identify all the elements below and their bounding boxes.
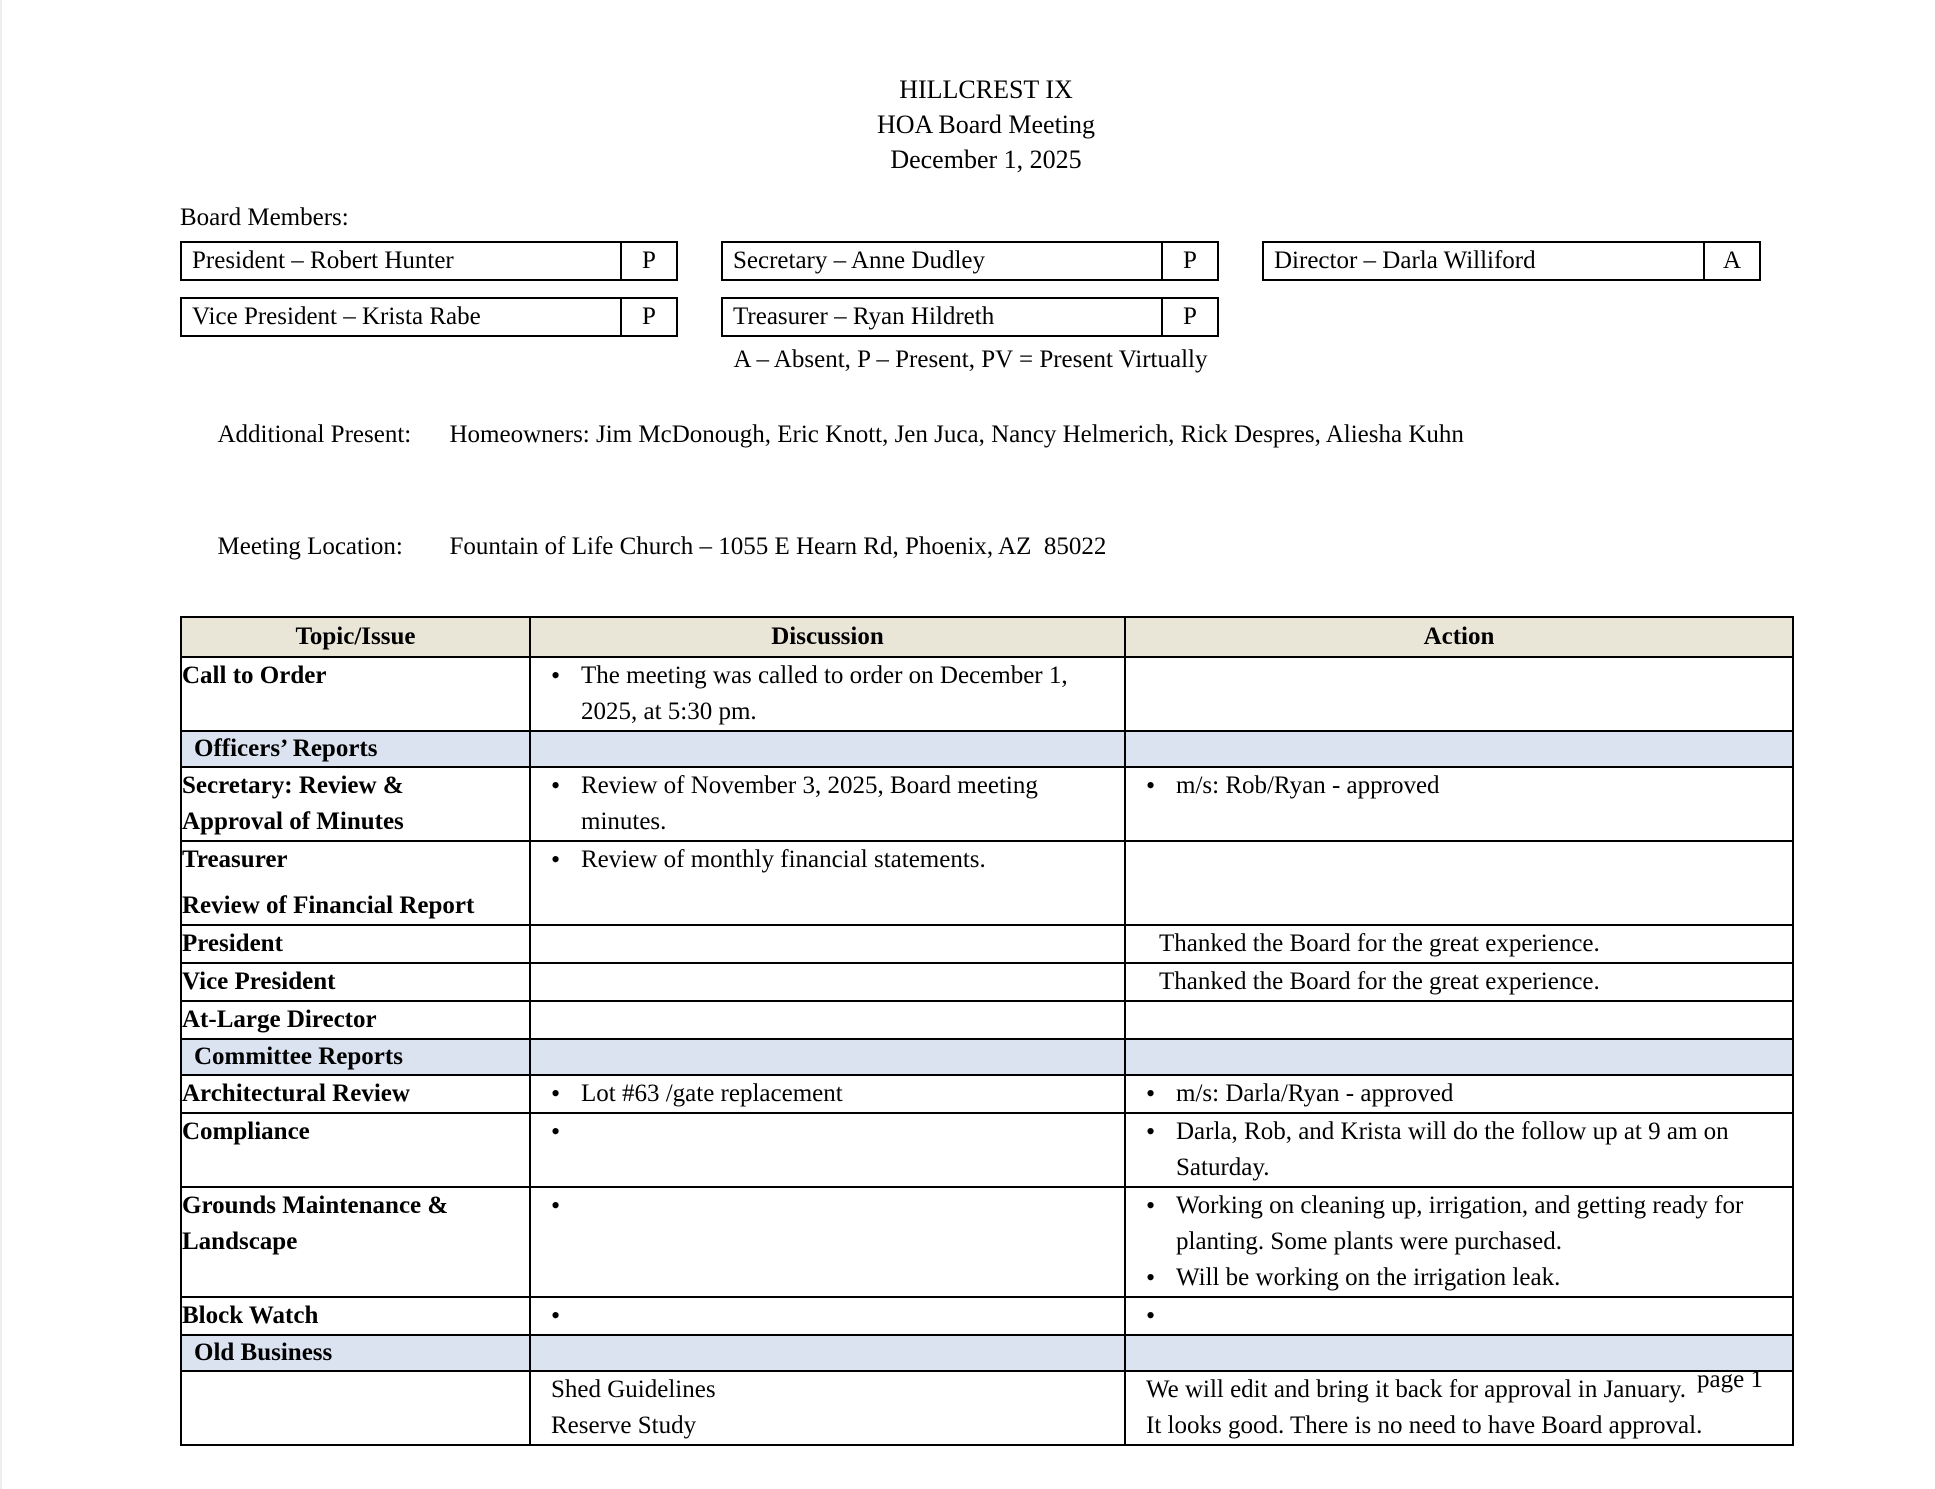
section-label: Officers’ Reports [194, 735, 378, 762]
item-text: m/s: Darla/Ryan - approved [1176, 1080, 1454, 1107]
member-status: P [1161, 243, 1217, 279]
bullet-item [1126, 1298, 1792, 1334]
topic-line: Call to Order [182, 662, 327, 689]
member-box-vice-president [180, 297, 678, 337]
section-action-cell [1125, 1039, 1793, 1075]
action-cell [1125, 767, 1793, 841]
topic-line: Grounds Maintenance & [182, 1192, 449, 1219]
action-cell [1125, 963, 1793, 1001]
column-header-topic: Topic/Issue [181, 617, 530, 657]
topic-cell [181, 841, 530, 925]
topic-cell [181, 767, 530, 841]
member-status: P [1161, 299, 1217, 335]
section-row [181, 1039, 1793, 1075]
table-row [181, 1297, 1793, 1335]
topic-cell [181, 963, 530, 1001]
bullet-item [1126, 1188, 1792, 1260]
bullet-item [1126, 1076, 1792, 1112]
item-text: Shed Guidelines [551, 1376, 716, 1403]
bullet-item [531, 1114, 1124, 1150]
member-name: Director – Darla Williford [1274, 247, 1536, 274]
item-text: It looks good. There is no need to have Board approval. [1146, 1412, 1703, 1439]
item-text [581, 1298, 1124, 1334]
action-cell [1125, 1113, 1793, 1187]
section-label: Committee Reports [194, 1043, 403, 1070]
column-header-action: Action [1125, 617, 1793, 657]
item-text: Thanked the Board for the great experience. [1159, 968, 1600, 995]
attendance-legend: A – Absent, P – Present, PV = Present Virtually [733, 346, 1208, 373]
action-cell [1125, 1297, 1793, 1335]
topic-line: Vice President [182, 968, 336, 995]
member-name: President – Robert Hunter [192, 247, 454, 274]
member-name: Vice President – Krista Rabe [192, 303, 481, 330]
bullet-glyph: • [1146, 1263, 1156, 1292]
bullet-item [531, 842, 1124, 878]
member-box-director [1262, 241, 1761, 281]
table-row [181, 767, 1793, 841]
title-line-2: HOA Board Meeting [876, 110, 1096, 139]
section-discussion-cell [530, 731, 1125, 767]
table-row [181, 1075, 1793, 1113]
section-label: Old Business [194, 1339, 333, 1366]
bullet-glyph: • [551, 661, 561, 690]
item-text [581, 1114, 1124, 1150]
item-text: Review of November 3, 2025, Board meeting minutes. [581, 772, 1038, 835]
section-action-cell [1125, 731, 1793, 767]
action-cell [1125, 925, 1793, 963]
member-status: P [620, 243, 676, 279]
section-discussion-cell [530, 1335, 1125, 1371]
bullet-item [531, 1076, 1124, 1112]
section-topic-cell [181, 1335, 530, 1371]
item-text: Thanked the Board for the great experience. [1159, 930, 1600, 957]
section-row [181, 731, 1793, 767]
section-topic-cell [181, 1039, 530, 1075]
bullet-item [531, 1188, 1124, 1224]
bullet-glyph: • [551, 845, 561, 874]
member-status: A [1703, 243, 1759, 279]
member-box-president [180, 241, 678, 281]
member-status: P [620, 299, 676, 335]
action-cell [1125, 841, 1793, 925]
item-text: Reserve Study [551, 1412, 697, 1439]
section-action-cell [1125, 1335, 1793, 1371]
action-cell [1125, 1187, 1793, 1297]
bullet-glyph: • [551, 1117, 561, 1146]
table-row [181, 925, 1793, 963]
document-content [180, 72, 1792, 1446]
action-cell [1125, 1371, 1793, 1445]
bullet-glyph: • [551, 1301, 561, 1330]
title-line-1: HILLCREST IX [899, 75, 1073, 104]
topic-line: Compliance [182, 1118, 310, 1145]
meeting-location-label: Meeting Location: [217, 533, 403, 560]
additional-present-label: Additional Present: [217, 421, 412, 448]
member-name: Treasurer – Ryan Hildreth [733, 303, 995, 330]
discussion-cell [530, 1187, 1125, 1297]
topic-line: Architectural Review [182, 1080, 410, 1107]
minutes-table [180, 616, 1794, 1446]
member-box-treasurer [721, 297, 1219, 337]
discussion-cell [530, 767, 1125, 841]
topic-line: Review of Financial Report [182, 892, 475, 919]
topic-cell [181, 925, 530, 963]
item-text: Lot #63 /gate replacement [581, 1080, 843, 1107]
column-header-discussion: Discussion [530, 617, 1125, 657]
bullet-item [531, 658, 1124, 730]
bullet-glyph: • [1146, 1301, 1156, 1330]
page-number: page 1 [1697, 1366, 1763, 1393]
bullet-glyph: • [1146, 1117, 1156, 1146]
bullet-glyph: • [551, 771, 561, 800]
table-row [181, 1371, 1793, 1445]
bullet-glyph: • [1146, 771, 1156, 800]
action-cell [1125, 1075, 1793, 1113]
topic-line: Landscape [182, 1228, 298, 1255]
topic-cell [181, 1113, 530, 1187]
discussion-cell [530, 1371, 1125, 1445]
member-name: Secretary – Anne Dudley [733, 247, 986, 274]
item-text: Review of monthly financial statements. [581, 846, 986, 873]
item-text: Will be working on the irrigation leak. [1176, 1264, 1561, 1291]
topic-cell [181, 1187, 530, 1297]
discussion-cell [530, 925, 1125, 963]
bullet-glyph: • [551, 1191, 561, 1220]
table-row [181, 1113, 1793, 1187]
topic-line: Block Watch [182, 1302, 319, 1329]
section-topic-cell [181, 731, 530, 767]
action-cell [1125, 1001, 1793, 1039]
discussion-cell [530, 1075, 1125, 1113]
board-members-grid [180, 241, 1761, 337]
section-discussion-cell [530, 1039, 1125, 1075]
topic-line: Secretary: Review & [182, 772, 404, 799]
bullet-glyph: • [551, 1079, 561, 1108]
member-box-secretary [721, 241, 1219, 281]
title-line-3: December 1, 2025 [890, 145, 1082, 174]
table-row [181, 1001, 1793, 1039]
table-row [181, 963, 1793, 1001]
section-row [181, 1335, 1793, 1371]
bullet-glyph: • [1146, 1079, 1156, 1108]
discussion-cell [530, 1297, 1125, 1335]
item-text: We will edit and bring it back for approval in January. [1146, 1376, 1686, 1403]
bullet-item [1126, 1114, 1792, 1186]
item-text: m/s: Rob/Ryan - approved [1176, 772, 1440, 799]
additional-present-line [180, 393, 1792, 477]
item-text: The meeting was called to order on December 1, 2025, at 5:30 pm. [581, 662, 1068, 725]
item-text [1176, 1298, 1792, 1334]
topic-cell [181, 657, 530, 731]
topic-cell [181, 1297, 530, 1335]
board-members-label: Board Members: [180, 204, 349, 231]
bullet-item [531, 1298, 1124, 1334]
topic-line: Approval of Minutes [182, 808, 404, 835]
topic-cell [181, 1001, 530, 1039]
discussion-cell [530, 963, 1125, 1001]
bullet-item [1126, 1260, 1792, 1296]
item-text: Darla, Rob, and Krista will do the follow up at 9 am on Saturday. [1176, 1118, 1729, 1181]
meeting-location-value: Fountain of Life Church – 1055 E Hearn Rd, Phoenix, AZ 85022 [449, 533, 1107, 560]
meeting-location-line [180, 505, 1792, 589]
document-title [180, 72, 1792, 177]
table-row [181, 657, 1793, 731]
discussion-cell [530, 1113, 1125, 1187]
action-cell [1125, 657, 1793, 731]
additional-present-value: Homeowners: Jim McDonough, Eric Knott, Jen Juca, Nancy Helmerich, Rick Despres, Aliesha Kuhn [449, 421, 1464, 448]
bullet-item [1126, 768, 1792, 804]
topic-cell [181, 1371, 530, 1445]
discussion-cell [530, 657, 1125, 731]
table-row [181, 841, 1793, 925]
discussion-cell [530, 841, 1125, 925]
topic-line: President [182, 930, 283, 957]
bullet-item [531, 768, 1124, 840]
discussion-cell [530, 1001, 1125, 1039]
bullet-glyph: • [1146, 1191, 1156, 1220]
topic-cell [181, 1075, 530, 1113]
topic-line: Treasurer [182, 846, 288, 873]
topic-line: At-Large Director [182, 1006, 377, 1033]
table-header-row [181, 617, 1793, 657]
item-text: Working on cleaning up, irrigation, and getting ready for planting. Some plants were purchased. [1176, 1192, 1744, 1255]
table-row [181, 1187, 1793, 1297]
item-text [581, 1188, 1124, 1224]
